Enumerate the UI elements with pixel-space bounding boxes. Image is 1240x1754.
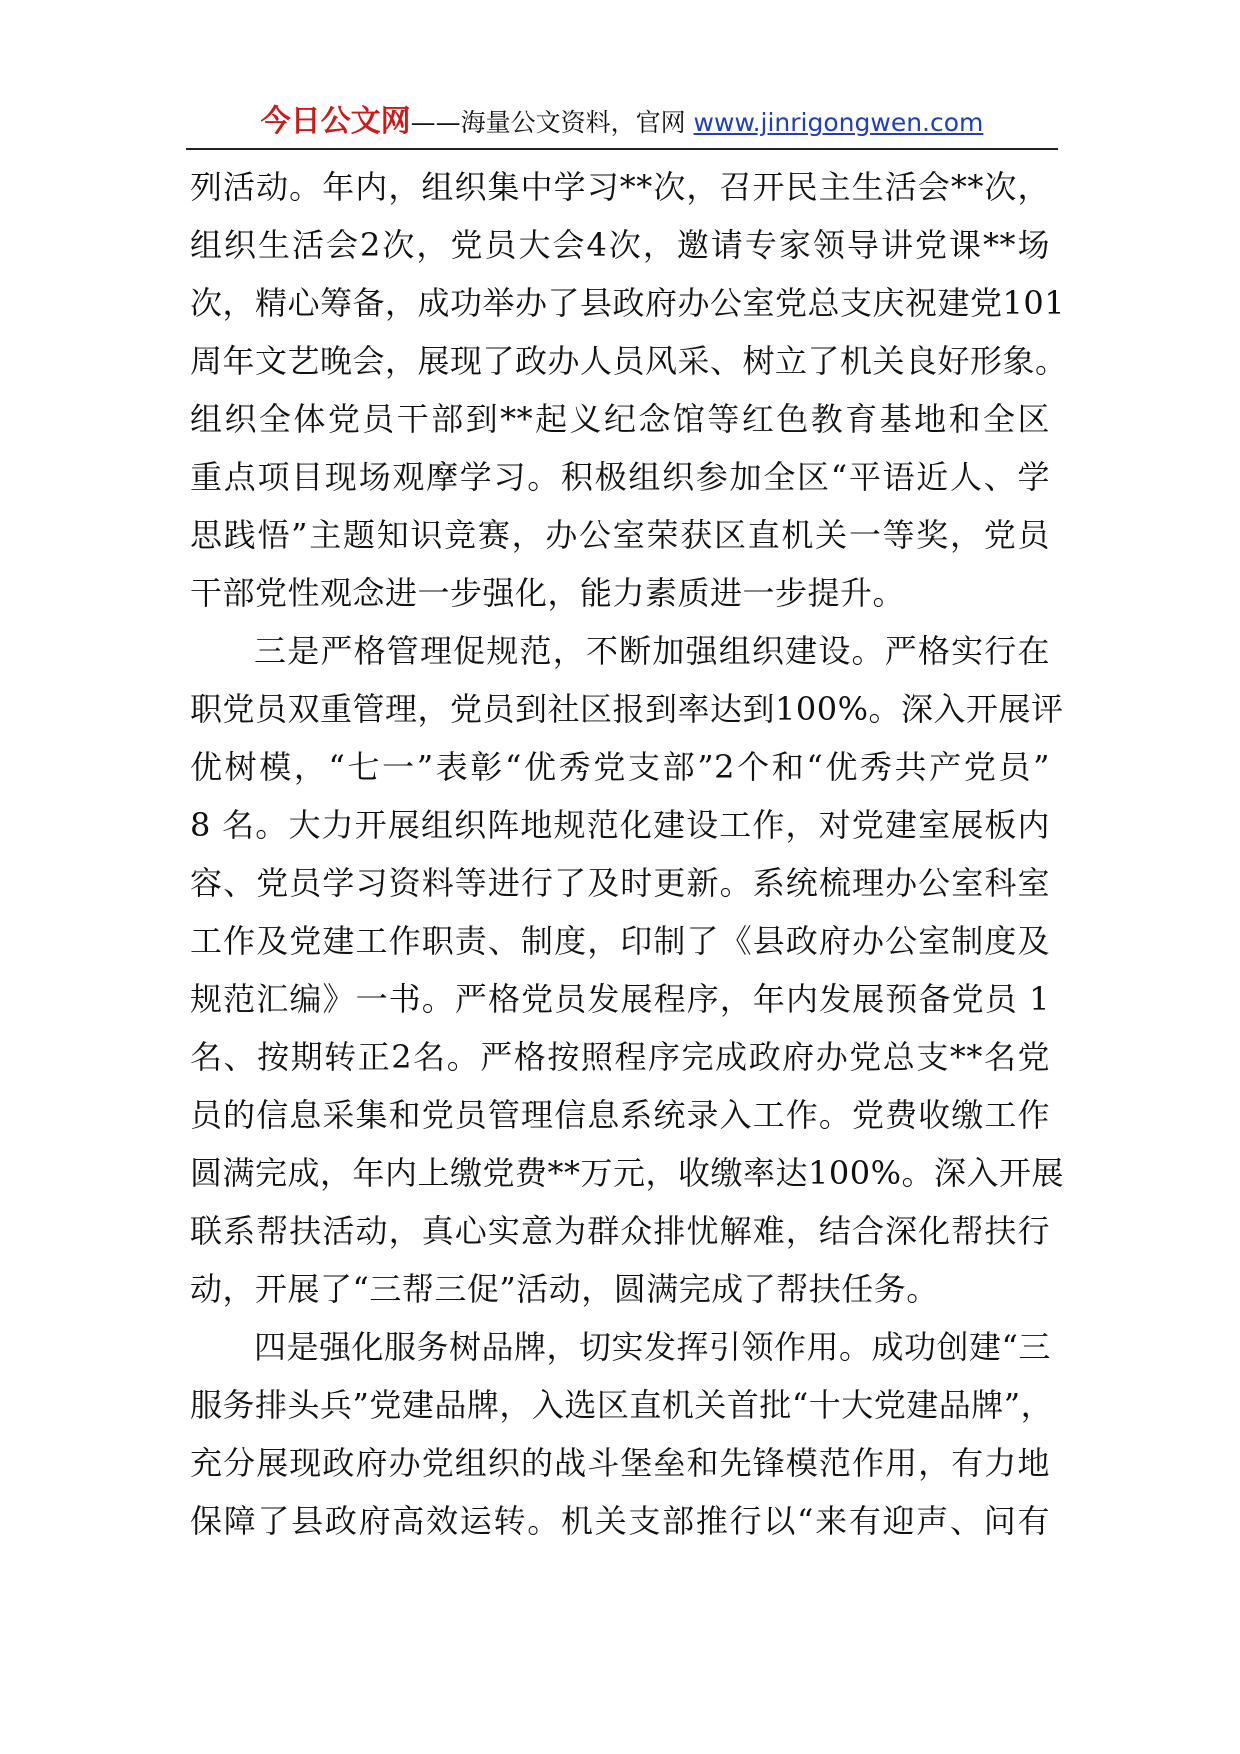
text-line: 规范汇编》一书。严格党员发展程序，年内发展预备党员 1 xyxy=(190,980,1050,1018)
page-header xyxy=(186,96,1058,146)
text-line: 周年文艺晚会，展现了政办人员风采、树立了机关良好形象。 xyxy=(190,342,1068,380)
text-line: 组织生活会2次，党员大会4次，邀请专家领导讲党课**场 xyxy=(190,226,1050,264)
text-line: 组织全体党员干部到**起义纪念馆等红色教育基地和全区 xyxy=(190,400,1050,438)
text-line: 服务排头兵”党建品牌，入选区直机关首批“十大党建品牌”， xyxy=(190,1386,1054,1424)
text-line: 保障了县政府高效运转。机关支部推行以“来有迎声、问有 xyxy=(190,1502,1050,1540)
site-url-link[interactable]: www.jinrigongwen.com xyxy=(693,108,984,137)
paragraph-end-line: 动，开展了“三帮三促”活动，圆满完成了帮扶任务。 xyxy=(190,1270,939,1308)
paragraph-start-line: 四是强化服务树品牌，切实发挥引领作用。成功创建“三 xyxy=(254,1328,1051,1366)
text-line: 职党员双重管理，党员到社区报到率达到100%。深入开展评 xyxy=(190,690,1064,728)
text-line: 名、按期转正2名。严格按照程序完成政府办党总支**名党 xyxy=(190,1038,1050,1076)
text-line: 列活动。年内，组织集中学习**次，召开民主生活会**次， xyxy=(190,168,1050,206)
paragraph-start-line: 三是严格管理促规范，不断加强组织建设。严格实行在 xyxy=(254,632,1050,670)
header-divider xyxy=(186,148,1058,150)
text-line: 重点项目现场观摩学习。积极组织参加全区“平语近人、学 xyxy=(190,458,1050,496)
text-line: 联系帮扶活动，真心实意为群众排忧解难，结合深化帮扶行 xyxy=(190,1212,1050,1250)
site-tagline: ——海量公文资料，官网 xyxy=(410,108,694,137)
document-body xyxy=(190,158,1068,1550)
text-line: 次，精心筹备，成功举办了县政府办公室党总支庆祝建党101 xyxy=(190,284,1066,322)
text-line: 容、党员学习资料等进行了及时更新。系统梳理办公室科室 xyxy=(190,864,1050,902)
text-line: 优树模，“七一”表彰“优秀党支部”2个和“优秀共产党员” xyxy=(190,748,1050,786)
site-brand: 今日公文网 xyxy=(260,104,411,139)
text-line: 员的信息采集和党员管理信息系统录入工作。党费收缴工作 xyxy=(190,1096,1050,1134)
text-line: 思践悟”主题知识竞赛，办公室荣获区直机关一等奖，党员 xyxy=(190,516,1050,554)
text-line: 充分展现政府办党组织的战斗堡垒和先锋模范作用，有力地 xyxy=(190,1444,1050,1482)
text-line: 圆满完成，年内上缴党费**万元，收缴率达100%。深入开展 xyxy=(190,1154,1064,1192)
text-line: 工作及党建工作职责、制度，印制了《县政府办公室制度及 xyxy=(190,922,1050,960)
paragraph-end-line: 干部党性观念进一步强化，能力素质进一步提升。 xyxy=(190,574,906,612)
text-line: 8 名。大力开展组织阵地规范化建设工作，对党建室展板内 xyxy=(190,806,1050,844)
